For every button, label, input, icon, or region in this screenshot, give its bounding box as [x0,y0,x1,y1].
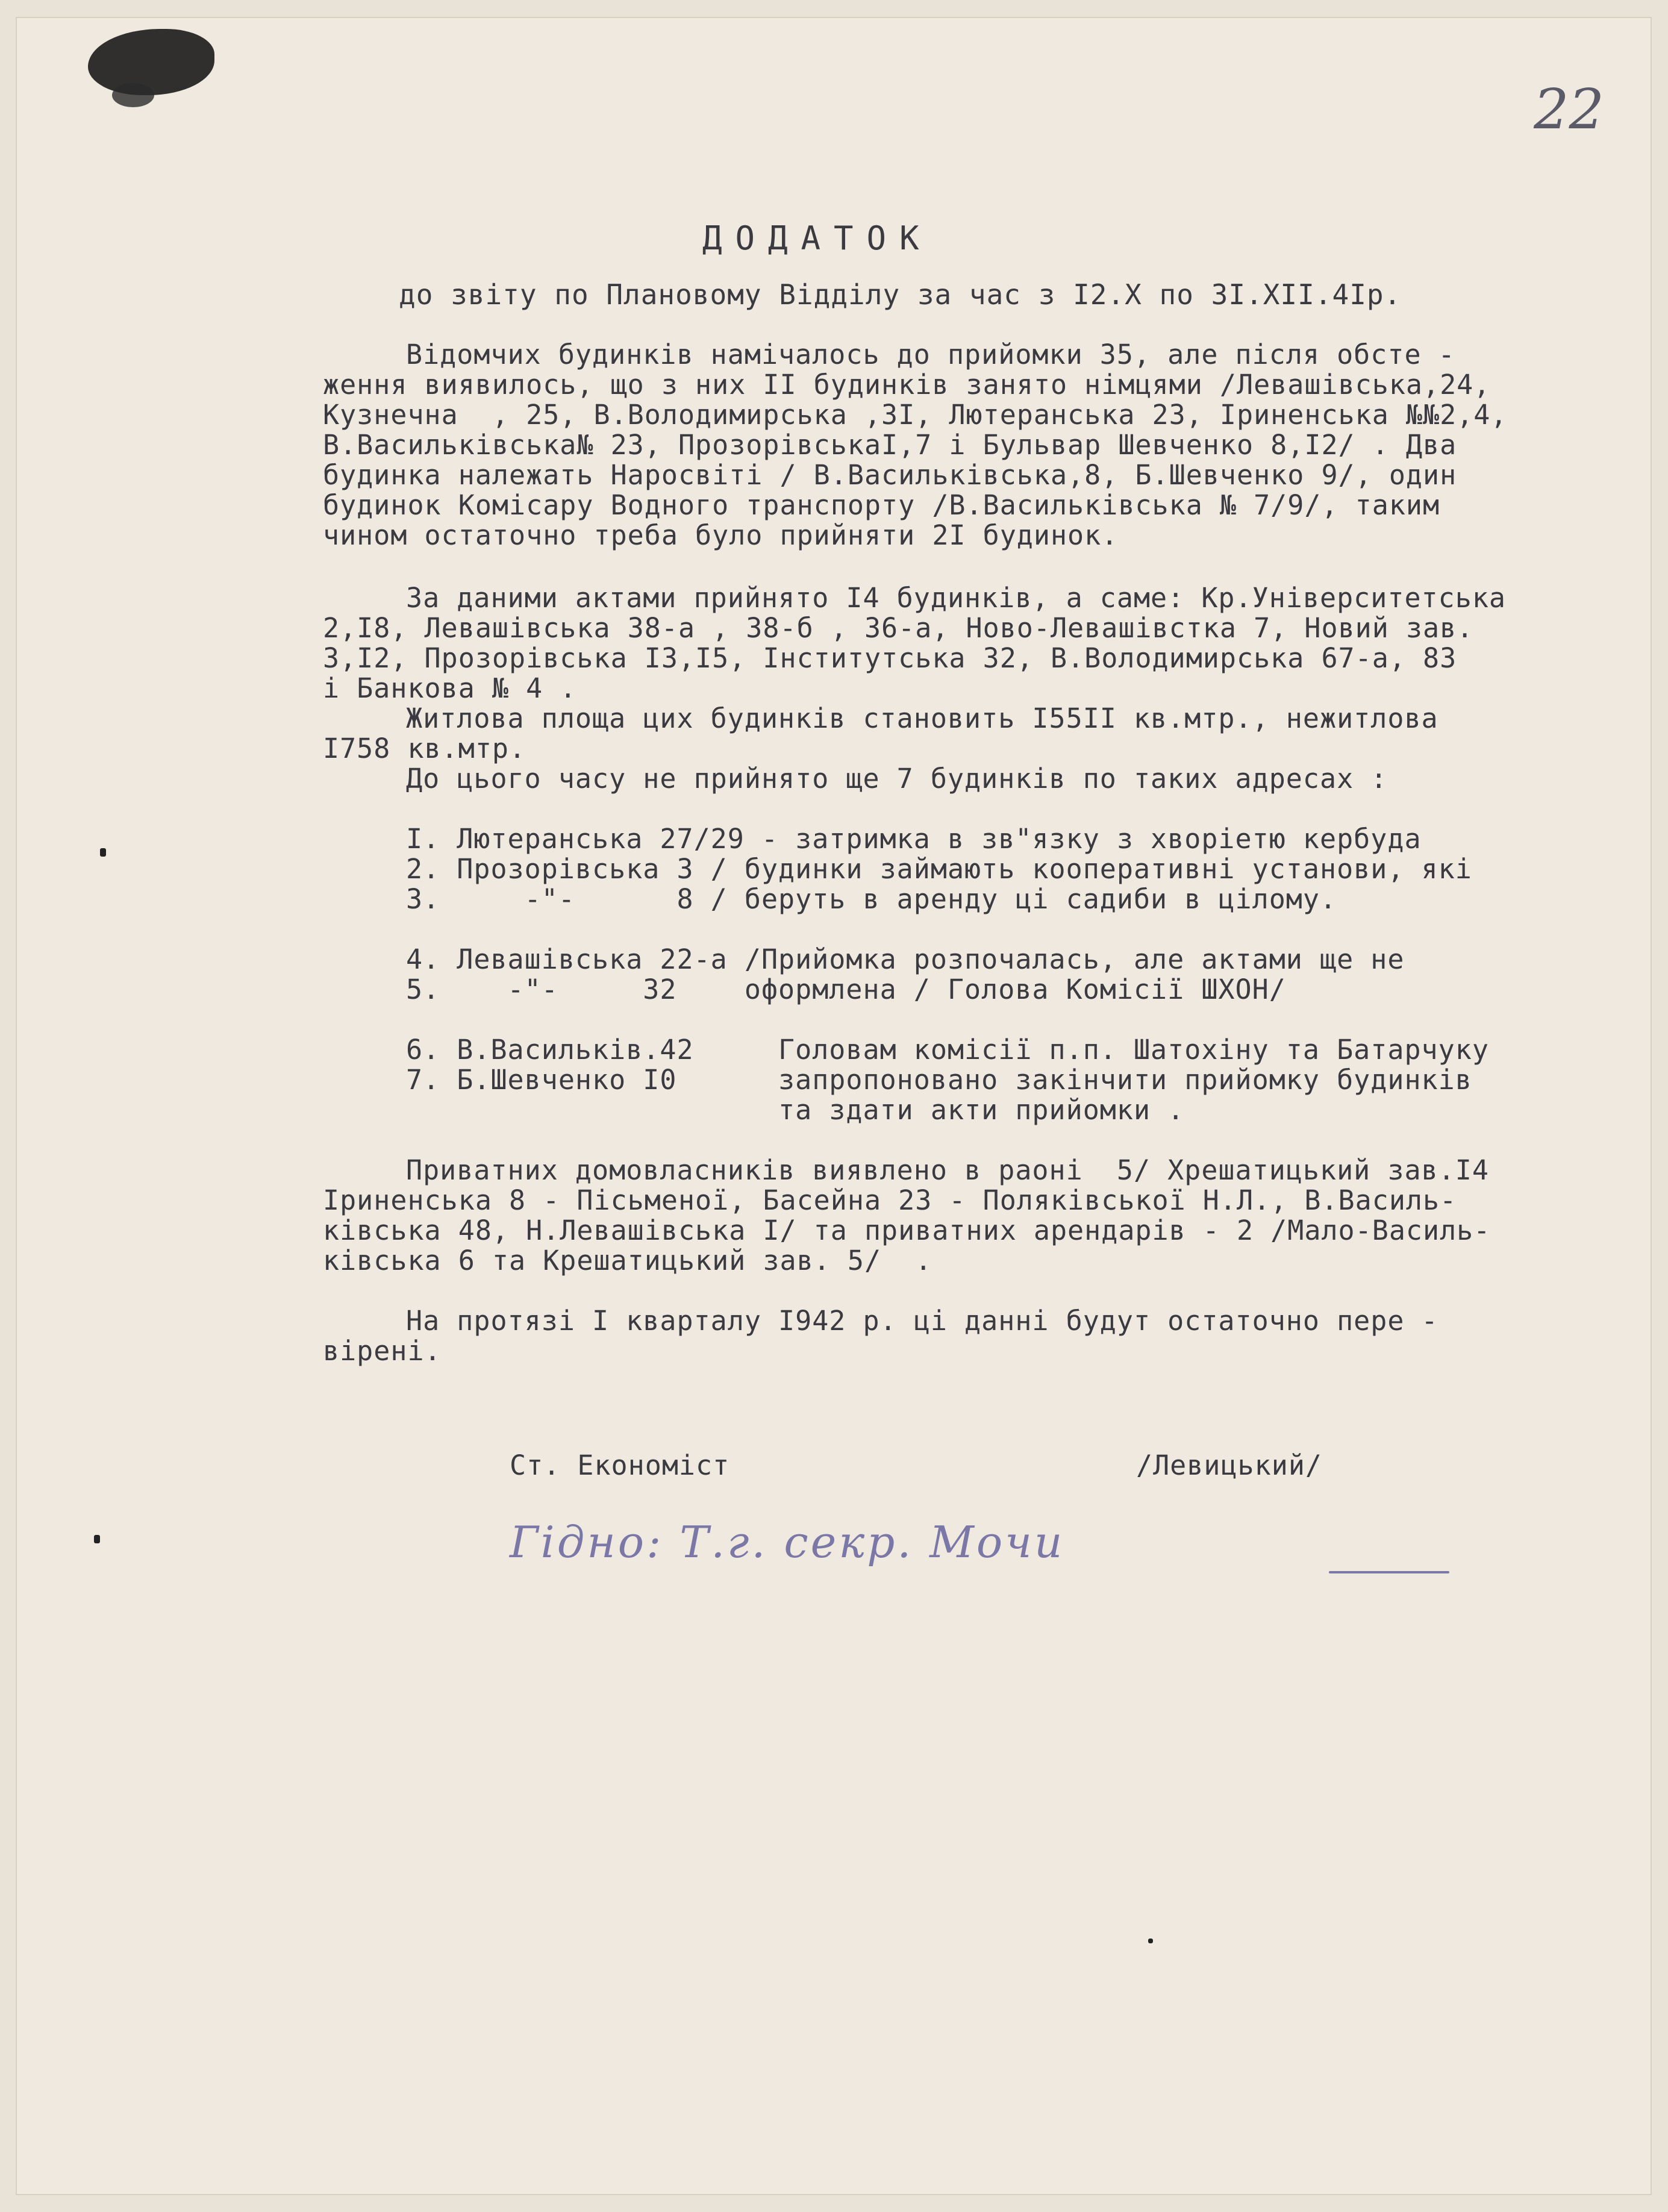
text-line: чином остаточно треба було прийняти 2І будинок. [323,519,1119,551]
text-line: ківська 6 та Крешатицький зав. 5/ . [323,1245,932,1276]
page-number: 22 [1534,77,1605,142]
list-item: 6. В.Васильків.42 Головам комісії п.п. Шатохіну та Батарчуку [406,1034,1489,1066]
text-line: Приватних домовласників виявлено в раоні 5/ Хрешатицький зав.І4 [406,1154,1489,1186]
list-item: 2. Прозорівська 3 / будинки займають кооперативні установи, які [406,853,1472,885]
ink-blot [88,29,214,95]
document-page [16,17,1652,2195]
text-line: будинка належать Наросвіті / В.Васильківська,8, Б.Шевченко 9/, один [323,459,1457,491]
list-item: 3. -"- 8 / беруть в аренду ці садиби в цілому. [406,883,1337,915]
text-line: 3,І2, Прозорівська ІЗ,І5, Інститутська 32, В.Володимирська 67-а, 83 [323,642,1457,674]
margin-mark [94,1535,100,1543]
document-subtitle: до звіту по Плановому Відділу за час з І2.Х по ЗІ.ХІІ.4Ір. [399,278,1402,311]
list-item: 7. Б.Шевченко І0 запропоновано закінчити прийомку будинків [406,1064,1472,1096]
text-line: В.Васильківська№ 23, ПрозорівськаІ,7 і Бульвар Шевченко 8,І2/ . Два [323,429,1457,461]
text-line: До цього часу не прийнято ще 7 будинків по таких адресах : [406,763,1388,795]
text-line: Кузнечна , 25, В.Володимирська ,3І, Лютеранська 23, Іриненська №№2,4, [323,399,1508,431]
text-line: вірені. [323,1335,442,1367]
text-line: На протязі І кварталу І942 р. ці данні будут остаточно пере - [406,1305,1438,1337]
text-line: будинок Комісару Водного транспорту /В.Васильківська № 7/9/, таким [323,489,1440,521]
text-line: Іриненська 8 - Пісьменої, Басейна 23 - Поляківської Н.Л., В.Василь- [323,1184,1457,1216]
signature-role: Ст. Економіст [510,1449,730,1481]
text-line: 2,І8, Левашівська 38-а , 38-б , 36-а, Ново-Левашівстка 7, Новий зав. [323,612,1474,644]
text-line: І758 кв.мтр. [323,733,526,764]
document-title: ДОДАТОК [702,219,932,257]
margin-mark [1148,1939,1153,1943]
signature-name: /Левицький/ [1136,1449,1323,1481]
list-item: 4. Левашівська 22-а /Прийомка розпочалась, але актами ще не [406,943,1405,975]
text-line: і Банкова № 4 . [323,672,577,704]
handwritten-note: Гідно: Т.г. секр. Мочи [510,1517,1065,1567]
list-item: І. Лютеранська 27/29 - затримка в зв"язку з хворіетю кербуда [406,823,1422,855]
text-line: Відомчих будинків намічалось до прийомки 35, але після обсте - [406,339,1455,370]
text-line: ження виявилось, що з них II будинків занято німцями /Левашівська,24, [323,369,1491,401]
text-line: Житлова площа цих будинків становить І55ІІ кв.мтр., нежитлова [406,702,1438,734]
text-line: ківська 48, Н.Левашівська І/ та приватних арендарів - 2 /Мало-Василь- [323,1214,1491,1246]
margin-mark [100,848,106,857]
ink-blot [112,83,154,107]
list-item: та здати акти прийомки . [406,1094,1185,1126]
handwritten-underline [1329,1571,1449,1573]
list-item: 5. -"- 32 оформлена / Голова Комісії ШХОН/ [406,973,1286,1005]
text-line: За даними актами прийнято І4 будинків, а саме: Кр.Університетська [406,582,1506,614]
